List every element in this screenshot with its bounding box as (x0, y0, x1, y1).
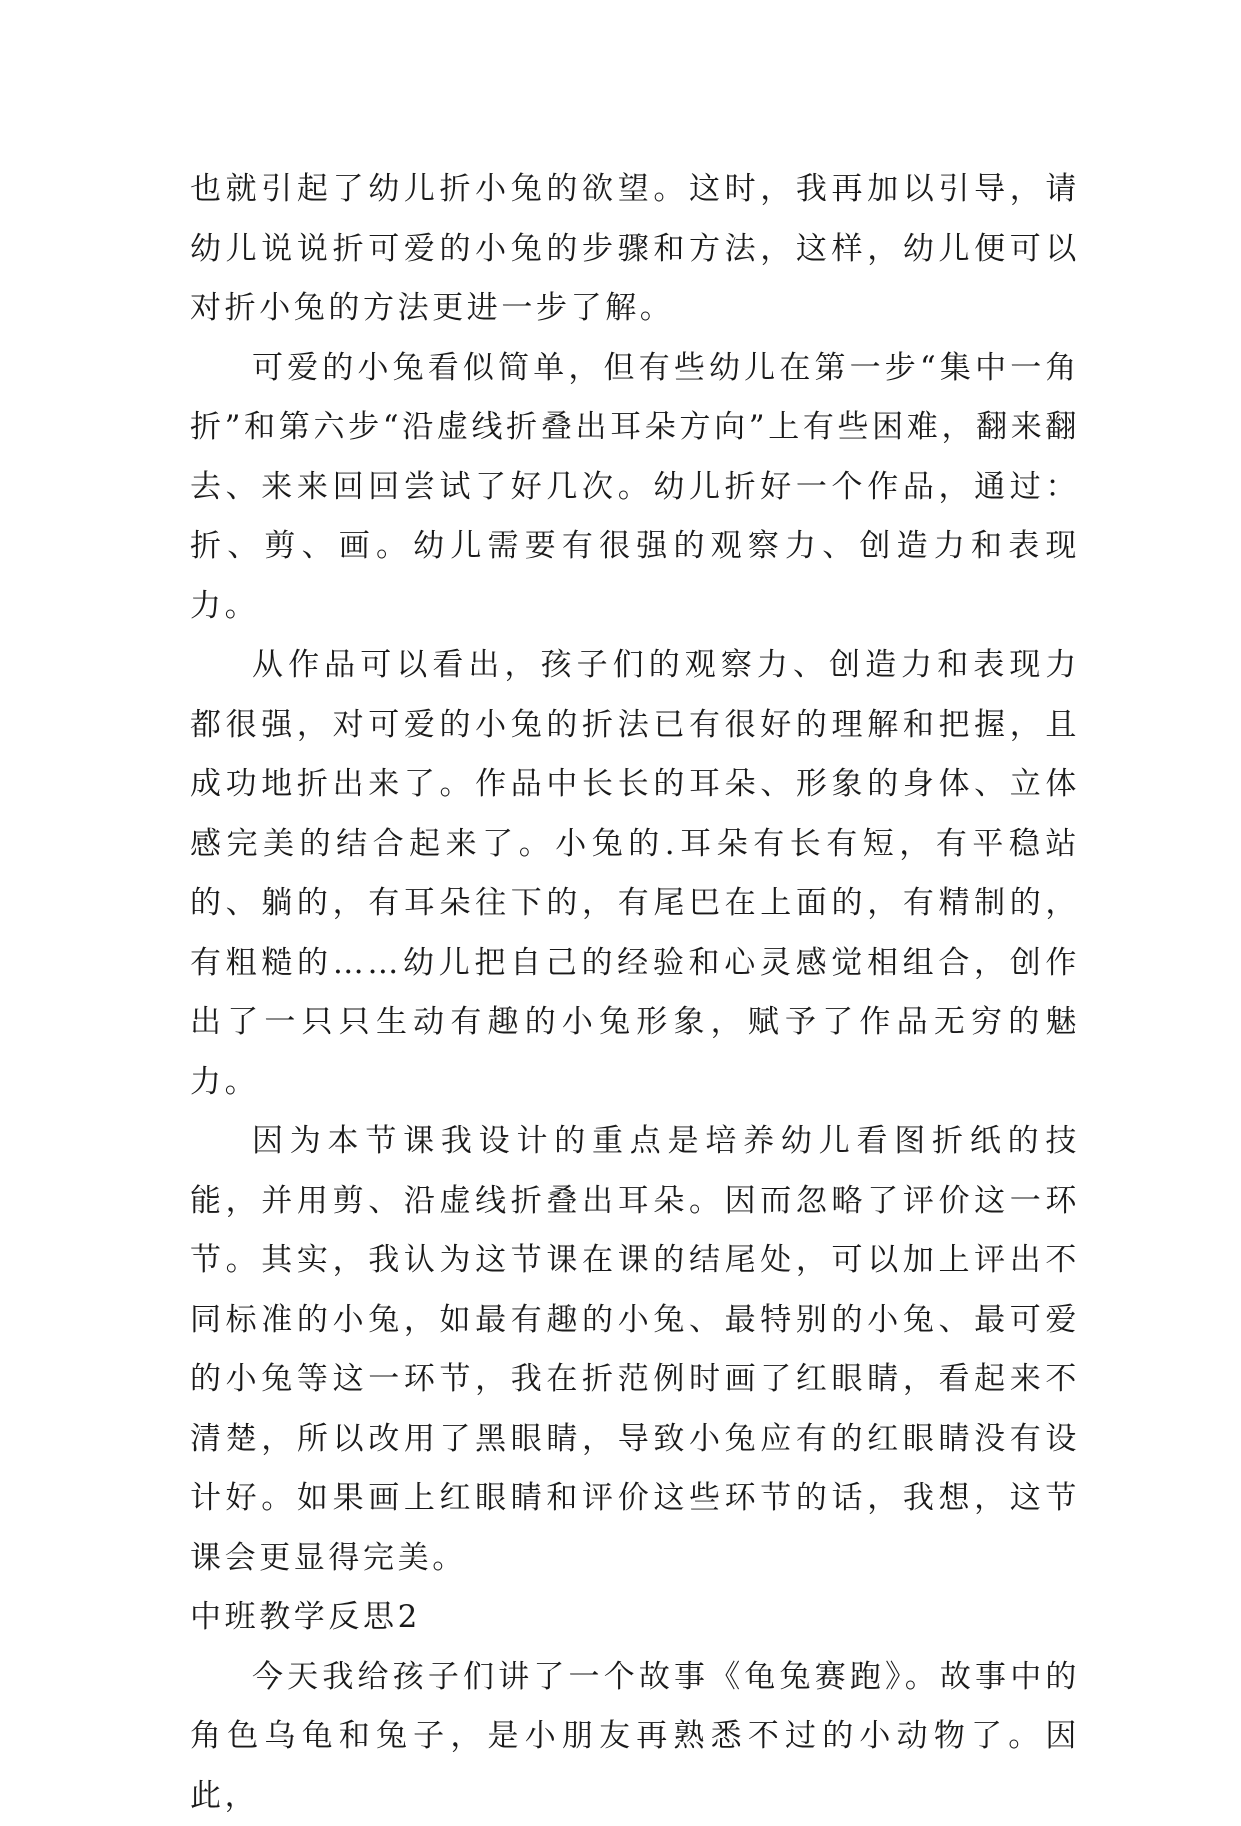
document-body (190, 160, 1080, 1826)
paragraph-2: 可爱的小兔看似简单，但有些幼儿在第一步“集中一角折”和第六步“沿虚线折叠出耳朵方向”上有些困难，翻来翻去、来来回回尝试了好几次。幼儿折好一个作品，通过：折、剪、画。幼儿需要有很强的观察力、创造力和表现力。 (190, 339, 1080, 637)
paragraph-4: 因为本节课我设计的重点是培养幼儿看图折纸的技能，并用剪、沿虚线折叠出耳朵。因而忽略了评价这一环节。其实，我认为这节课在课的结尾处，可以加上评出不同标准的小兔，如最有趣的小兔、最特别的小兔、最可爱的小兔等这一环节，我在折范例时画了红眼睛，看起来不清楚，所以改用了黑眼睛，导致小兔应有的红眼睛没有设计好。如果画上红眼睛和评价这些环节的话，我想，这节课会更显得完美。 (190, 1112, 1080, 1588)
section-heading: 中班教学反思2 (190, 1588, 1080, 1648)
paragraph-3: 从作品可以看出，孩子们的观察力、创造力和表现力都很强，对可爱的小兔的折法已有很好的理解和把握，且成功地折出来了。作品中长长的耳朵、形象的身体、立体感完美的结合起来了。小兔的.耳朵有长有短，有平稳站的、躺的，有耳朵往下的，有尾巴在上面的，有精制的，有粗糙的……幼儿把自己的经验和心灵感觉相组合，创作出了一只只生动有趣的小兔形象，赋予了作品无穷的魅力。 (190, 636, 1080, 1112)
paragraph-5: 今天我给孩子们讲了一个故事《龟兔赛跑》。故事中的角色乌龟和兔子，是小朋友再熟悉不过的小动物了。因此， (190, 1648, 1080, 1826)
paragraph-1: 也就引起了幼儿折小兔的欲望。这时，我再加以引导，请幼儿说说折可爱的小兔的步骤和方法，这样，幼儿便可以对折小兔的方法更进一步了解。 (190, 160, 1080, 339)
